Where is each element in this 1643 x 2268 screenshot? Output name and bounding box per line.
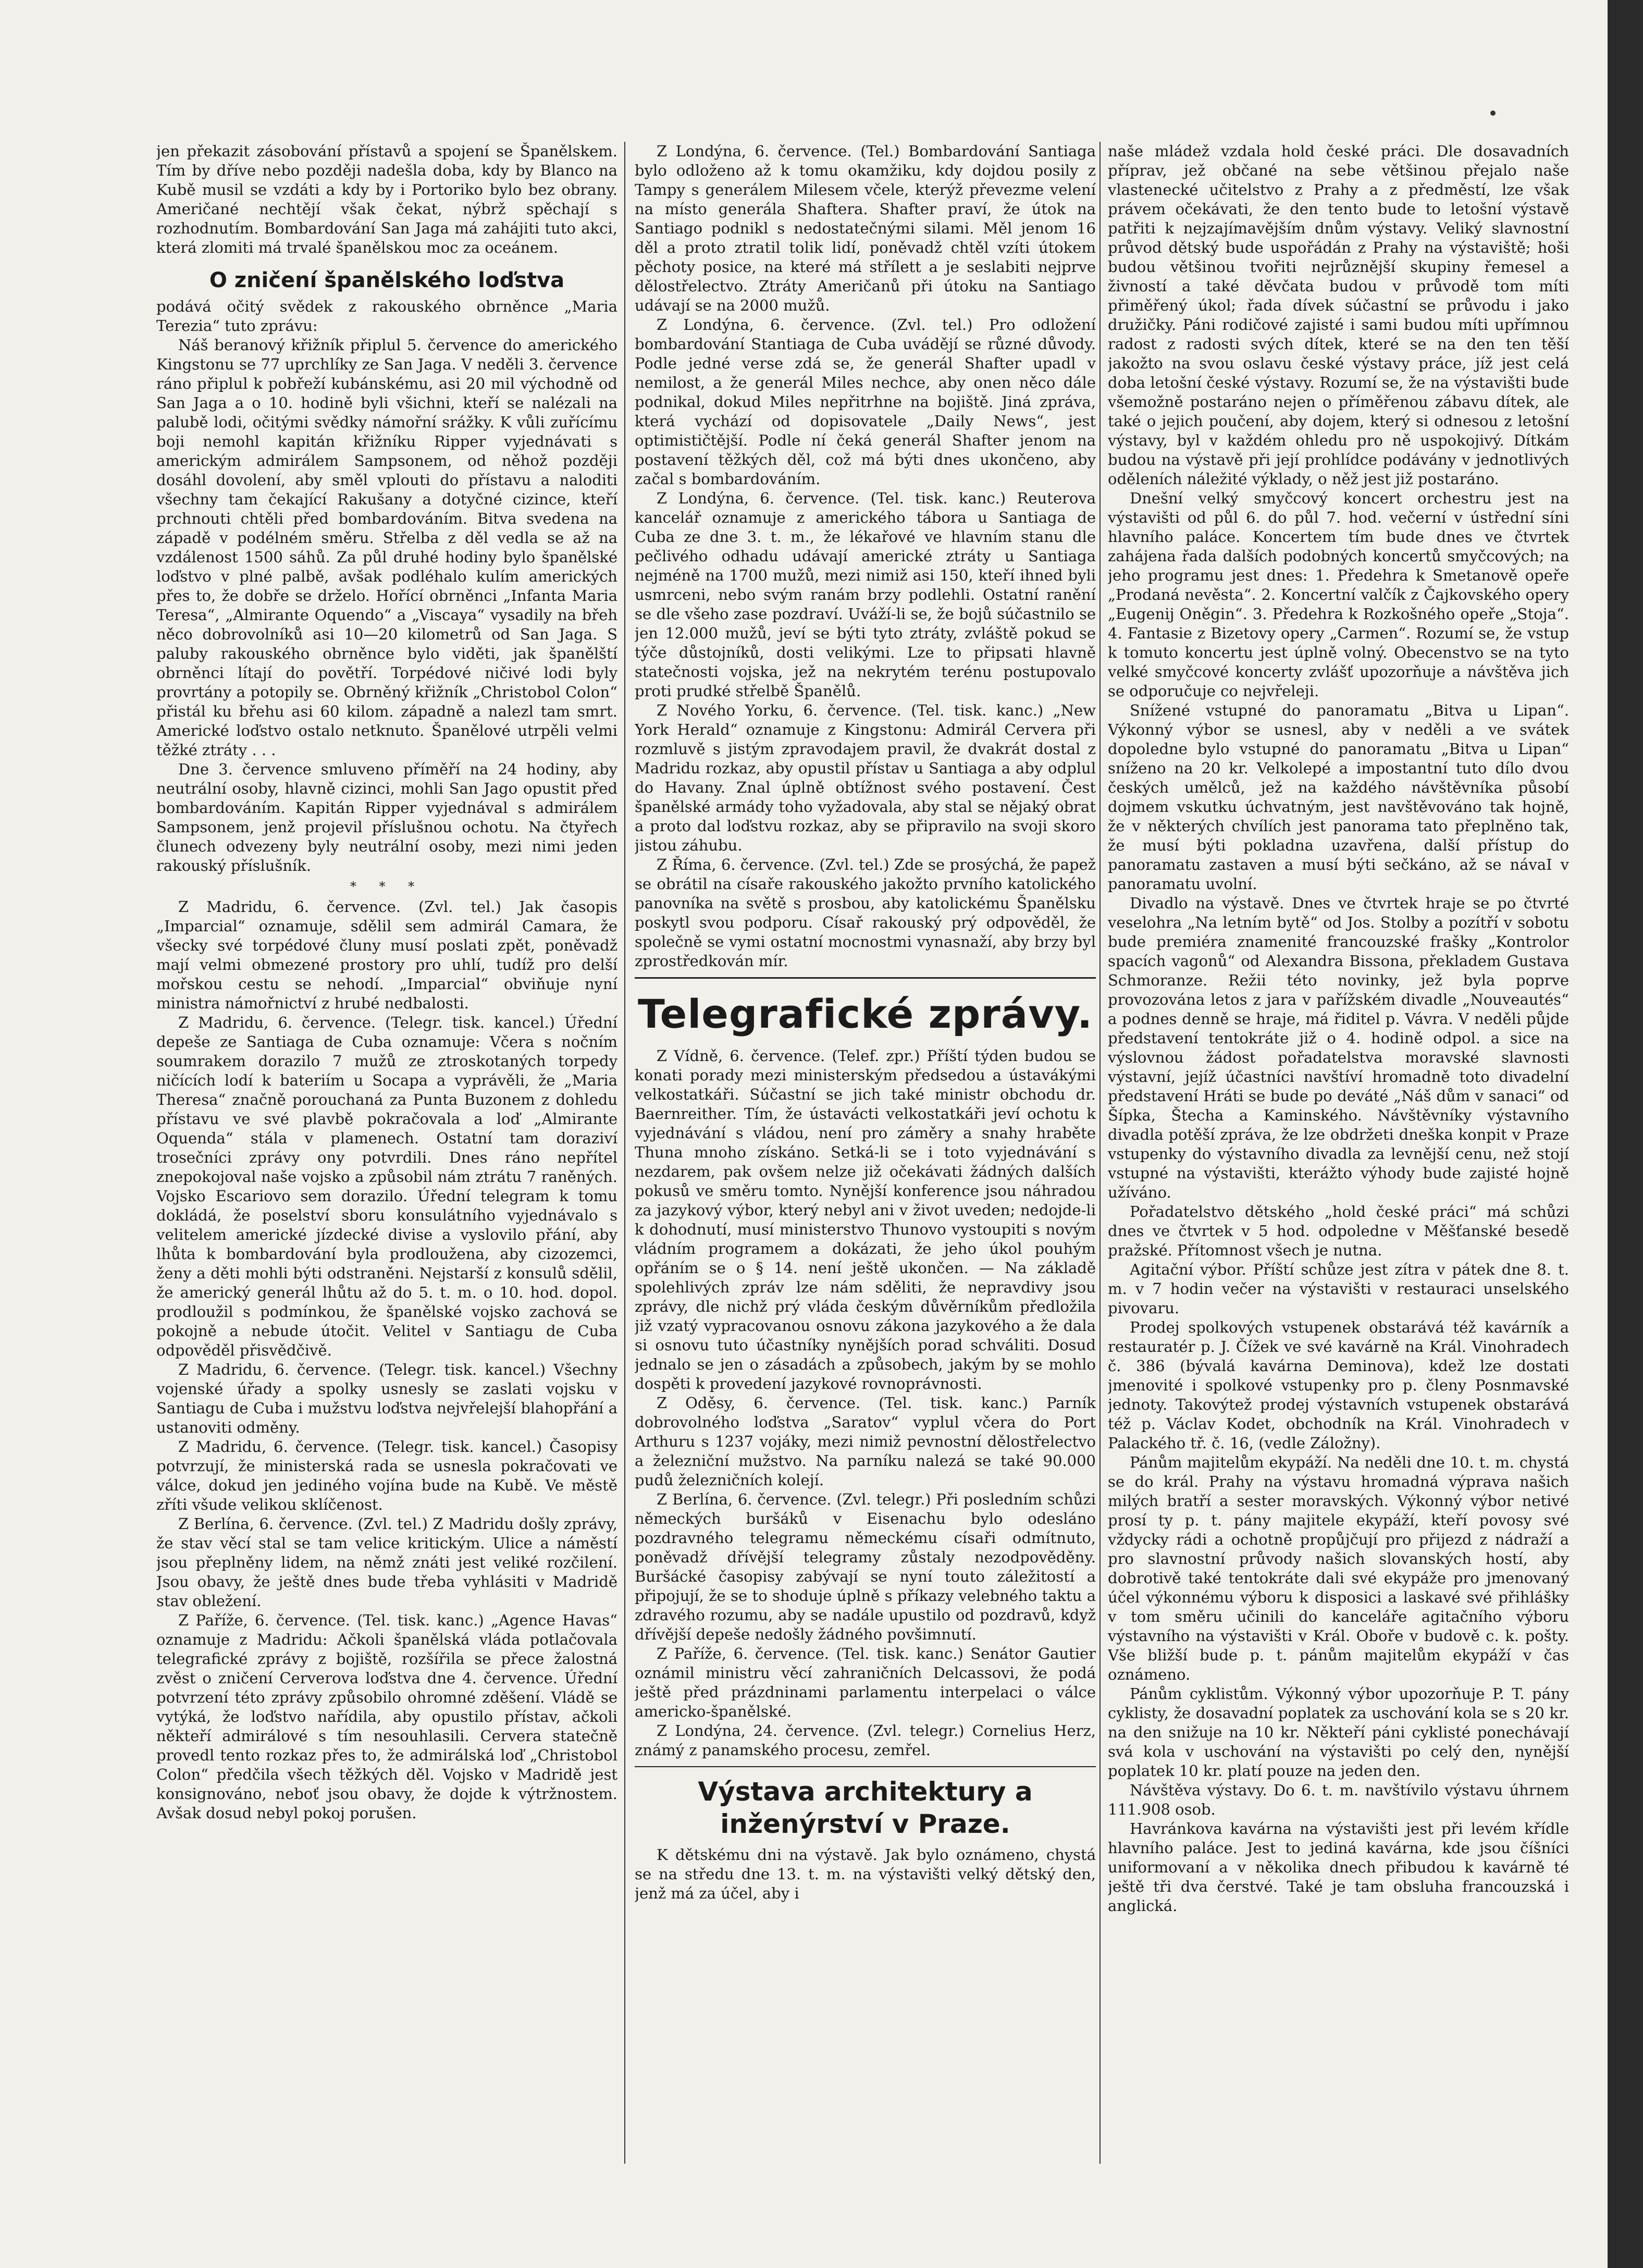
news-item: Z Madridu, 6. července. (Telegr. tisk. kancel.) Všechny vojenské úřady a spolky usnesly se zaslati vojsku v Santiagu de Cuba i mužstvu loďstva nejvřelejší blahopřání a ustanoviti odměny. [156, 1361, 617, 1436]
news-item: Divadlo na výstavě. Dnes ve čtvrtek hraje se po čtvrté veselohra „Na letním bytě“ od Jos. Stolby a pozítří v sobotu bude premiéra znamenité francouzské frašky „Kontrolor spacích vagonů“ od Alexandra Bissona, překladem Gustava Schmoranze. Režii této novinky, jež byla poprve provozována letos z jara v pařížském divadle „Nouveautés“ a podnes denně se hraje, má řiditel p. Vávra. V neděli půjde představení tentokráte již o 4. hodině odpol. a sice na výslovnou žádost pořadatelstva moravské slavnosti výstavní, jejíž účastníci navštíví hromadně toto divadelní představení Hráti se bude po deváté „Náš dům v sanaci“ od Šípka, Štecha a Kaminského. Návštěvníky výstavního divadla potěší zpráva, že lze obdržeti dneška konpit v Praze vstupenky do výstavního divadla za levnější cenu, než stojí vstupné na výstavišti, kterážto výhody bude zajisté hojně užíváno. [1108, 894, 1569, 1201]
news-item: Z Londýna, 6. července. (Tel.) Bombardování Santiaga bylo odloženo až k tomu okamžiku, kdy dojdou posily z Tampy s generálem Milesem včele, kterýž převezme velení na místo generála Shaftera. Shafter praví, že útok na Santiago podnikl s nedostatečnými silami. Měl jenom 16 děl a proto ztratil tolik lidí, poněvadž chtěl vzíti útokem pěchoty posice, na které má střílett a je seslabiti nejprve dělostřelectvo. Ztráty Američanů při útoku na Santiago udávají se na 2000 mužů. [635, 142, 1096, 314]
scan-edge [1608, 0, 1643, 2268]
news-item: naše mládež vzdala hold české práci. Dle dosavadních příprav, jež občané na sebe většinou přejalo naše vlastenecké učitelstvo z Prahy a z předměstí, lze však právem očekávati, že den tento bude to letošní výstavě patřiti k nejzajímavějším dnům výstavy. Veliký slavnostní průvod dětský bude uspořádán z Prahy na výstaviště; hoši budou většinou tvořiti nejrůznější skupiny řemesel a živností a také děvčata budou v průvodě tom míti přiměřený úkol; řada dívek súčastní se průvodu i jako družičky. Páni rodičové zajisté i sami budou míti upřímnou radost z radosti svých dítek, které se na den ten těší jakožto na svou oslavu české výstavy práce, jíž jest celá doba letošní české výstavy. Rozumí se, že na výstavišti bude všemožně postaráno nejen o příměřenou zábavu dítek, ale také o jejich poučení, aby dojem, který si odnesou z letošní výstavy, byl v každém ohledu pro ně uspokojivý. Dítkám budou na výstavě při její prohlídce podávány v jednotlivých oděleních náležité výklady, o něž jest již postaráno. [1108, 142, 1569, 488]
column-3 [1108, 142, 1569, 2169]
column-2 [635, 142, 1096, 2169]
section-heading: O zničení španělského loďstva [209, 268, 565, 292]
news-item: Dnešní velký smyčcový koncert orchestru jest na výstavišti od půl 6. do půl 7. hod. večerní v ústřední síni hlavního paláce. Koncertem tím bude dnes ve čtvrtek zahájena řada dalších podobných koncertů smyčcových; na jeho programu jest dnes: 1. Předehra k Smetanově opeře „Prodaná nevěsta“. 2. Koncertní valčík z Čajkovského opery „Eugenij Oněgin“. 3. Předehra k Rozkošného opeře „Stoja“. 4. Fantasie z Bizetovy opery „Carmen“. Rozumí se, že vstup k tomuto koncertu jest úplně volný. Obecenstvo se na tyto velké smyčcové koncerty zvlášť upozorňuje a návštěva jich se odporučuje co nejvřeleji. [1108, 489, 1569, 700]
separator-stars: * * * [350, 879, 424, 894]
news-item: Pořadatelstvo dětského „hold české práci“ má schůzi dnes ve čtvrtek v 5 hod. odpoledne v Měšťanské besedě pražské. Přítomnost všech je nutna. [1108, 1203, 1569, 1259]
news-item: Z Londýna, 6. července. (Tel. tisk. kanc.) Reuterova kancelář oznamuje z amerického tábora u Santiaga de Cuba ze dne 3. t. m., že lékařové ve hlavním stanu dle pečlivého odhadu udávají americké ztráty u Santiaga nejméně na 1700 mužů, mezi nimiž asi 150, kteří ihned byli usmrceni, nebo svým ranám brzy podlehli. Ostatní ranění se dle všeho zase pozdraví. Uváží-li se, že bojů súčastnilo se jen 12.000 mužů, jeví se býti tyto ztráty, zvláště pokud se týče důstojníků, dosti velikými. Lze to připsati hlavně statečnosti vojska, jež na nekrytém terénu postupovalo proti prudké střelbě Španělů. [635, 489, 1096, 700]
news-item: Z Madridu, 6. července. (Zvl. tel.) Jak časopis „Imparcial“ oznamuje, sdělil sem admirál Camara, že všecky své torpédové čluny musí poslati zpět, poněvadž mají velmi obmezené prostory pro uhlí, tudíž pro delší mořskou cestu se nehodí. „Imparcial“ obviňuje nyní ministra námořnictví z hrubé nedbalosti. [156, 898, 617, 1012]
news-item: Z Říma, 6. července. (Zvl. tel.) Zde se prosýchá, že papež se obrátil na císaře rakouského jakožto prvního katolického panovníka na světě s prosbou, aby katolickému Španělsku poskytl svou podporu. Císař rakouský prý odpověděl, že společně se vymi ostatní mocnostmi vynasnaží, aby brzy byl zprostředkován mír. [635, 856, 1096, 970]
section-heading-exhibition: Výstava architektury a inženýrství v Praze. [698, 1777, 1033, 1839]
news-item: Agitační výbor. Příští schůze jest zítra v pátek dne 8. t. m. v 7 hodin večer na výstavišti v restauraci unselského pivovaru. [1108, 1261, 1569, 1317]
news-item: Návštěva výstavy. Do 6. t. m. navštívilo výstavu úhrnem 111.908 osob. [1108, 1781, 1569, 1818]
section-rule [635, 1766, 1096, 1767]
news-item: Pánům majitelům ekypáží. Na neděli dne 10. t. m. chystá se do král. Prahy na výstavu hromadná výprava našich milých bratří a sester moravských. Výkonný výbor netivé prosí ty p. t. pány majitele ekypáží, kteří povosy své vždycky rádi a ochotně propůjčují pro přijezd z nádraží a pro slavnostní průvody našich slovanských hostí, aby dobrotivě také tentokráte dali své ekypáže pro jmenovaný účel výkonnému výboru k disposici a laskavé své přihlášky v tom směru učinili do kanceláře agitačního výboru výstavního na výstavišti v Král. Oboře v budově c. k. pošty. Vše bližší bude p. t. pánům majitelům ekypáží v čas oznámeno. [1108, 1453, 1569, 1683]
news-item: Z Paříže, 6. července. (Tel. tisk. kanc.) Senátor Gautier oznámil ministru věcí zahraničních Delcassovi, že podá ještě před prázdninami parlamentu interpelaci o válce americko-španělské. [635, 1645, 1096, 1720]
news-item: Z Nového Yorku, 6. července. (Tel. tisk. kanc.) „New York Herald“ oznamuje z Kingstonu: Admirál Cervera při rozmluvě s jistým zpravodajem pravil, že dvakrát dostal z Madridu rozkaz, aby opustil přístav u Santiaga a aby odplul do Havany. Znal úplně obtížnost svého postavení. Čest španělské armády toho vyžadovala, aby stal se nějaký obrat a proto dal loďstvu rozkaz, aby se připravilo na svoji skoro jistou záhubu. [635, 701, 1096, 854]
news-item: Prodej spolkových vstupenek obstarává též kavárník a restauratér p. J. Čížek ve své kavárně na Král. Vinohradech č. 386 (bývalá kavárna Deminova), kdež lze dostati jmenovité i spolkové vstupenky pro p. členy Posnmavské jednoty. Takovýtež prodej výstavních vstupenek obstarává též p. Václav Kodet, obchodník na Král. Vinohradech v Palackého tř. č. 16, (vedle Záložny). [1108, 1318, 1569, 1452]
news-item: Z Vídně, 6. července. (Telef. zpr.) Příští týden budou se konati porady mezi ministerským předsedou a ústavákými velkostatkáři. Súčastní se jich také ministr obchodu dr. Baernreither. Tím, že ústavácti velkostatkáři jeví ochotu k vyjednávání s vládou, není pro záměry a snahy hraběte Thuna mnoho získáno. Setká-li se i toto vyjednávání s nezdarem, pak ovšem nelze již očekávati žádných dalších pokusů ve směru tomto. Nynější konference jsou náhradou za jazykový výbor, který nebyl ani v život uveden; nedojde-li k dohodnutí, musí ministerstvo Thunovo vystoupiti s novým vládním programem a dokázati, že jeho úkol pouhým opřáním se o § 14. není ještě ukončen. — Na základě spolehlivých zpráv lze nám sděliti, že nepravdivy jsou zprávy, dle nichž prý vláda českým důvěrníkům předložila již vzatý vypracovanou osnovu zákona jazykového a že dala si osnovu tuto účastníky nynějších porad schváliti. Dosud jednalo se jen o zásadách a způsobech, jakým by se mohlo dospěti k provedení jazykové rovnoprávnosti. [635, 1047, 1096, 1392]
article-text: Dne 3. července smluveno příměří na 24 hodiny, aby neutrální osoby, hlavně cizinci, mohli San Jago opustit před bombardováním. Kapitán Ripper vyjednával s admirálem Sampsonem, jenž projevil příslušnou ochotu. Na čtyřech člunech odvezeny byly neutrální osoby, mezi nimi jeden rakouský příslušník. [156, 760, 617, 874]
section-rule [635, 977, 1096, 979]
news-item: Z Paříže, 6. července. (Tel. tisk. kanc.) „Agence Havas“ oznamuje z Madridu: Ačkoli španělská vláda potlačovala telegrafické zprávy z bojiště, rozšířila se přece žalostná zvěst o zničení Cerverova loďstva dne 4. července. Úřední potvrzení této zprávy způsobilo ohromné zděšení. Vládě se vytýká, že loďstvo nařídila, aby opustilo přístav, ačkoli někteří admirálové s tím nesouhlasili. Cervera statečně provedl tento rozkaz přes to, že admirálská loď „Christobol Colon“ předčila všech těžkých děl. Vojsko v Madridě jest konsignováno, neboť jsou obavy, že dojde k výtržnostem. Avšak dosud nebyl pokoj porušen. [156, 1611, 617, 1822]
article-text: podává očitý svědek z rakouského obrněnce „Maria Terezia“ tuto zprávu: [156, 298, 617, 335]
news-item: Z Londýna, 24. července. (Zvl. telegr.) Cornelius Herz, známý z panamského procesu, zemřel. [635, 1722, 1096, 1759]
article-text: jen překazit zásobování přístavů a spojení se Španělskem. Tím by dříve nebo později nadešla doba, kdy by Blanco na Kubě musil se vzdáti a kdy by i Portoriko bylo bez obrany. Američané nechtějí však čekat, nýbrž spěchají s rozhodnutím. Bombardování San Jaga má zahájiti tuto akci, která zlomiti má trvalé španělskou moc za oceánem. [156, 142, 617, 256]
column-divider [624, 142, 625, 2164]
news-item: Z Londýna, 6. července. (Zvl. tel.) Pro odložení bombardování Stantiaga de Cuba uvádějí se různé důvody. Podle jedné verse zdá se, že generál Shafter upadl v nemilost, a že generál Miles nechce, aby onen něco dále podnikal, dokud Miles nepřitrhne na bojiště. Jiná zpráva, která vychází od dopisovatele „Daily News“, jest optimističtější. Podle ní čeká generál Shafter jenom na postavení těžkých děl, což má býti dnes ukončeno, aby začal s bombardováním. [635, 316, 1096, 488]
news-item: Z Berlína, 6. července. (Zvl. telegr.) Při posledním schůzi německých buršáků v Eisenachu bylo odesláno pozdravného telegramu německému císaři odmítnuto, poněvadž dřívější telegramy zůstaly nezodpověděny. Buršácké časopisy zabývají se nyní touto záležitostí a připojují, že se to shoduje úplně s příkazy velebného taktu a zdravého rozumu, aby se nadále upustilo od pozdravů, když dřívější depeše nedošly žádného povšimnutí. [635, 1490, 1096, 1643]
column-1 [156, 142, 617, 2169]
news-item: K dětskému dni na výstavě. Jak bylo oznámeno, chystá se na středu dne 13. t. m. na výstavišti velký dětský den, jenž má za účel, aby i [635, 1846, 1096, 1902]
news-item: Z Berlína, 6. července. (Zvl. tel.) Z Madridu došly zprávy, že stav věcí stal se tam velice kritickým. Ulice a náměstí jsou přeplněny lidem, na němž znáti jest veliké rozčilení. Jsou obavy, že ještě dnes bude třeba vyhlásiti v Madridě stav obležení. [156, 1515, 617, 1610]
news-item: Havránkova kavárna na výstavišti jest při levém křídle hlavního paláce. Jest to jediná kavárna, kde jsou číšníci uniformovaní a v několika dnech přibudou k kavárně té ještě tři dva čerstvé. Také je tam obsluha francouzská i anglická. [1108, 1820, 1569, 1915]
section-heading-telegraph: Telegrafické zprávy. [637, 991, 1093, 1037]
news-item: Z Madridu, 6. července. (Telegr. tisk. kancel.) Časopisy potvrzují, že ministerská rada se usnesla pokračovati ve válce, dokud jen jediného vojína bude na Kubě. Ve městě zříti všude velikou sklíčenost. [156, 1438, 617, 1513]
column-divider [1100, 142, 1101, 2164]
news-item: Pánům cyklistům. Výkonný výbor upozorňuje P. T. pány cyklisty, že dosavadní poplatek za uschování kola se s 20 kr. na den snižuje na 10 kr. Někteří páni cyklisté ponechávají svá kola v uschování na výstavišti po celý den, nynější poplatek 10 kr. platí pouze na jeden den. [1108, 1685, 1569, 1780]
news-item: Z Oděsy, 6. července. (Tel. tisk. kanc.) Parník dobrovolného loďstva „Saratov“ vyplul včera do Port Arthuru s 1237 vojáky, mezi nimiž pevnostní dělostřelectvo a železniční mužstvo. Na parníku nalezá se také 90.000 pudů železničních kolejí. [635, 1394, 1096, 1489]
news-item: Snížené vstupné do panoramatu „Bitva u Lipan“. Výkonný výbor se usnesl, aby v neděli a ve svátek dopoledne bylo vstupné do panoramatu „Bitva u Lipan“ sníženo na 20 kr. Velkolepé a impostantní tuto dílo dvou českých umělců, jež na každého návštěvníka působí dojmem vskutku úchvatným, jest navštěvováno tak hojně, že v některých chvílích jest panorama tato přeplněno tak, že musí býti pokladna uzavřena, další přístup do panoramatu zastaven a musí býti sečkáno, až se návaI v panoramatu uvolní. [1108, 701, 1569, 893]
ink-dot [1490, 110, 1496, 116]
news-item: Z Madridu, 6. července. (Telegr. tisk. kancel.) Úřední depeše ze Santiaga de Cuba oznamuje: Včera s nočním soumrakem dorazilo 7 mužů ze ztroskotaných torpedy ničících lodí k bateriím u Socapa a vyprávěli, že „Maria Theresa“ značně porouchaná za Punta Buzonem z dohledu přístavu ve své plavbě pokračovala a loď „Almirante Oquenda“ stála v plamenech. Ostatní tam doraziví trosečníci zprávy ony potvrdili. Dnes ráno nepřítel znepokojoval naše vojsko a způsobil nám ztrátu 7 raněných. Vojsko Escariovo sem dorazilo. Úřední telegram k tomu dokládá, že poselství sboru konsulátního vyjednávalo s velitelem americké jízdecké divise a vyslovilo přání, aby lhůta k bombardování byla prodloužena, aby cizozemci, ženy a děti mohli býti odstraněni. Nejstarší z konsulů sdělil, že americký generál lhůtu až do 5. t. m. o 10. hod. dopol. prodloužil s podmínkou, že španělské vojsko zachová se pokojně a nebude útočit. Velitel v Santiagu de Cuba odpověděl přisvědčivě. [156, 1014, 617, 1359]
article-text: Náš beranový křižník připlul 5. července do amerického Kingstonu se 77 uprchlíky ze San Jaga. V neděli 3. července ráno připlul k pobřeží kubánskému, asi 20 mil východně od San Jaga a o 10. hodině byli všichni, kteří se nalézali na palubě lodi, očitými svědky námořní srážky. K vůli zuřícímu boji nemohl kapitán křižníku Ripper vyjednávati s americkým admirálem Sampsonem, od něhož později dosáhl dovolení, aby směl vplouti do přístavu a naloditi všechny tam čekající Rakušany a dotyčné cizince, kteří prchnouti chtěli před bombardováním. Bitva svedena na západě v podélném směru. Střelba z děl vedla se až na vzdálenost 1500 sáhů. Za půl druhé hodiny bylo španělské loďstvo v plné palbě, avšak podléhalo kulím amerických přes to, že dobře se drželo. Hořící obrněnci „Infanta Maria Teresa“, „Almirante Oquendo“ a „Viscaya“ vysadily na břeh něco dobrovolníků asi 10—20 kilometrů od San Jaga. S paluby rakouského obrněnce bylo viděti, jak španělští obrněnci lítají do povětří. Torpédové ničivé lodi byly provrtány a potopily se. Obrněný křižník „Christobol Colon“ přistál ku břehu asi 60 kilom. západně a nalezl tam smrt. Americké loďstvo ostalo netknuto. Španělové utrpěli velmi těžké ztráty . . . [156, 336, 617, 759]
